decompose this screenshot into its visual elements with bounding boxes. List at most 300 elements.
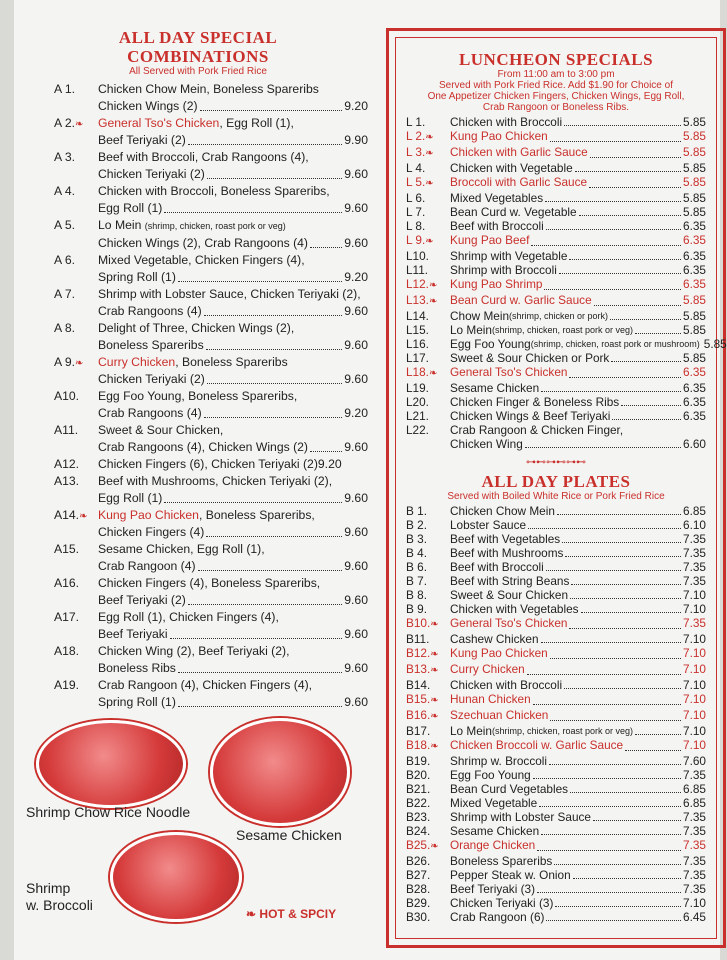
item-price: 7.10 [683,708,706,722]
item-price: 6.60 [683,437,706,451]
dot-leader [541,632,682,643]
item-name: Lobster Sauce [450,518,527,532]
item-price: 7.10 [683,692,706,706]
menu-row [406,854,706,868]
dot-leader [178,694,342,707]
item-price: 5.85 [703,337,727,351]
item-name: Mixed Vegetables [450,191,544,205]
menu-row [406,602,706,616]
combo-item [54,609,368,643]
item-name: Boneless Spareribs [450,854,553,868]
item-name: Pepper Steak w. Onion [450,868,571,882]
combo-description [98,575,368,609]
menu-row [406,768,706,782]
dot-leader [612,409,681,420]
combo-price-line [98,694,368,711]
menu-row [406,233,706,249]
item-code: L 8. [406,219,426,233]
menu-row [406,662,706,678]
item-price: 7.35 [683,868,706,882]
dot-leader [204,303,343,316]
photo-caption-3b: w. Broccoli [26,897,93,913]
menu-row [406,381,706,395]
hot-item-name: Curry Chicken [98,355,176,369]
combo-description [98,541,368,575]
menu-row [406,810,706,824]
dot-leader [310,439,342,452]
combo-last-line: Spring Roll (1) [98,270,176,284]
item-code: L16. [406,337,429,351]
item-name: Hunan Chicken [450,692,531,706]
item-name: Sesame Chicken [450,824,540,838]
dot-leader [593,810,681,821]
combo-last-line: Boneless Ribs [98,661,176,675]
combo-price: 9.60 [344,338,368,352]
combo-last-line: Spring Roll (1) [98,695,176,709]
combo-code: A 8. [54,321,76,335]
combo-line: Chicken Fingers (4), Boneless Spareribs, [98,576,321,590]
dot-leader [569,365,681,378]
dot-leader [579,205,681,216]
combo-item [54,677,368,711]
menu-row [406,678,706,692]
item-code: L12.❧ [406,277,438,291]
dot-leader [621,395,681,406]
combo-item [54,252,368,286]
item-price: 5.85 [683,161,706,175]
item-price: 7.35 [683,824,706,838]
menu-row [406,616,706,632]
item-price: 7.35 [683,546,706,560]
combo-line: Sweet & Sour Chicken, [98,423,224,437]
item-code: B25.❧ [406,838,439,852]
item-price: 7.35 [683,882,706,896]
combo-code: A12. [54,457,80,471]
item-code: L 1. [406,115,426,129]
menu-row [406,129,706,145]
combo-code: A14.❧ [54,508,88,522]
combo-price: 9.60 [344,593,368,607]
menu-row [406,708,706,724]
menu-row [406,824,706,838]
combo-price-line [98,132,368,149]
dot-leader [635,724,681,735]
plates-note: Served with Boiled White Rice or Pork Fried Rice [447,491,665,502]
menu-row [406,395,706,409]
item-price: 7.10 [683,896,706,910]
dot-leader [531,233,681,246]
menu-row [406,219,706,233]
combo-price-line [98,524,368,541]
item-code: L10. [406,249,429,263]
item-price: 6.35 [683,249,706,263]
combo-item [54,286,368,320]
combo-item [54,643,368,677]
item-name: Chicken with Broccoli [450,115,563,129]
hot-legend-label: HOT & SPCIY [259,907,337,921]
combo-line-rest: , Egg Roll (1), [219,116,294,130]
chili-pepper-icon: ❧ [430,665,439,676]
item-code: L 2.❧ [406,129,434,143]
combo-code: A13. [54,474,80,488]
item-price: 5.85 [683,115,706,129]
menu-row [406,692,706,708]
item-code: B12.❧ [406,646,439,660]
combo-price-line [98,98,368,115]
combo-last-line: Beef Teriyaki [98,627,168,641]
combo-code: A17. [54,610,80,624]
combo-price: 9.60 [344,525,368,539]
item-price: 6.35 [683,381,706,395]
item-name: Curry Chicken [450,662,525,676]
combo-item [54,507,368,541]
combo-description [98,286,368,320]
item-code: B26. [406,854,431,868]
photo-shrimp-broccoli [110,832,242,922]
combo-line: Beef with Broccoli, Crab Rangoons (4), [98,150,309,164]
item-name: Beef with String Beans [450,574,570,588]
item-name: Lo Mein [450,323,492,337]
dot-leader [164,200,342,213]
item-price: 7.35 [683,854,706,868]
combo-description [98,388,368,422]
combo-line [98,115,368,132]
item-price: 6.35 [683,263,706,277]
item-code: B10.❧ [406,616,439,630]
combo-description [98,422,368,456]
item-price: 7.10 [683,738,706,752]
dot-leader [541,824,681,835]
dot-leader [533,692,681,705]
item-name: Bean Curd w. Garlic Sauce [450,293,592,307]
menu-row [406,337,727,351]
combo-price-line [98,200,368,217]
combo-code: A 9.❧ [54,355,84,369]
dot-leader [610,309,681,320]
combo-item [54,115,368,149]
item-code: L 9.❧ [406,233,434,247]
dot-leader [206,337,343,350]
combo-code: A15. [54,542,80,556]
dot-leader [564,678,681,689]
item-name: General Tso's Chicken [450,616,568,630]
item-price: 7.35 [683,768,706,782]
menu-row [406,754,706,768]
combo-description [98,456,368,473]
menu-row [406,249,706,263]
item-name: Beef Teriyaki (3) [450,882,536,896]
combo-line [98,507,368,524]
item-name: Beef with Vegetables [450,532,561,546]
item-name: Szechuan Chicken [450,708,549,722]
menu-row [406,409,706,423]
item-code: B 7. [406,574,427,588]
item-name: Kung Pao Beef [450,233,530,247]
luncheon-title: LUNCHEON SPECIALS [458,50,654,69]
item-name: Chicken Teriyaki (3) [450,896,554,910]
combo-line: Sesame Chicken, Egg Roll (1), [98,542,265,556]
item-price: 7.60 [683,754,706,768]
dot-leader [544,277,681,290]
menu-row [406,191,706,205]
dot-leader [164,490,342,503]
right-panel [395,37,727,939]
combo-line-note: (shrimp, chicken, roast pork or veg) [144,221,286,231]
item-name: Bean Curd Vegetables [450,782,569,796]
item-name: Sweet & Sour Chicken or Pork [450,351,610,365]
combo-description [98,354,368,388]
combo-item [54,388,368,422]
item-code: B11. [406,632,430,646]
combo-price: 9.60 [344,559,368,573]
combo-item [54,541,368,575]
combo-price: 9.60 [344,695,368,709]
item-code: B 6. [406,560,427,574]
menu-row [406,738,706,754]
item-name: Mixed Vegetable [450,796,538,810]
dot-leader [589,175,681,188]
item-price: 7.35 [683,532,706,546]
combo-description [98,149,368,183]
item-name: Chow Mein [450,309,510,323]
item-price: 6.10 [683,518,706,532]
item-code: B18.❧ [406,738,439,752]
combo-price-line [98,337,368,354]
combo-line: Beef with Mushrooms, Chicken Teriyaki (2), [98,474,333,488]
combo-price: 9.60 [344,304,368,318]
photo-shrimp-chow-rice-noodle [36,720,186,808]
combo-last-line: Boneless Spareribs [98,338,204,352]
menu-row [406,838,706,854]
item-code: L 5.❧ [406,175,434,189]
dot-leader [635,323,681,334]
menu-row [406,868,706,882]
item-code: B23. [406,810,431,824]
chili-pepper-icon: ❧ [75,358,84,369]
combo-code: A18. [54,644,80,658]
item-code: L19. [406,381,429,395]
combo-item [54,354,368,388]
item-name: Beef with Mushrooms [450,546,564,560]
dot-leader [549,754,681,765]
item-price: 6.35 [683,233,706,247]
combo-price: 9.60 [344,372,368,386]
item-code: B 9. [406,602,427,616]
menu-row [406,504,706,518]
combo-price: 9.60 [344,236,368,250]
item-code: B 2. [406,518,427,532]
combo-last-line: Chicken Teriyaki (2) [98,167,205,181]
item-name: Chicken with Garlic Sauce [450,145,588,159]
chili-pepper-icon: ❧ [430,695,439,706]
item-name: Kung Pao Chicken [450,129,548,143]
item-price: 5.85 [683,175,706,189]
combo-description [98,252,368,286]
item-name: Crab Rangoon & Chicken Finger, [450,423,624,437]
combo-price: 9.60 [344,627,368,641]
dot-leader [562,532,681,543]
item-code: B27. [406,868,431,882]
item-name: Shrimp w. Broccoli [450,754,548,768]
menu-row [406,423,706,437]
item-price: 7.10 [683,724,706,738]
combinations-list [28,81,368,711]
combo-last-line: Crab Rangoons (4), Chicken Wings (2) [98,440,308,454]
menu-row [406,161,706,175]
combo-price: 9.20 [344,406,368,420]
dot-leader [564,115,681,126]
item-name: Egg Foo Young [450,337,531,351]
combo-description [98,609,368,643]
dot-leader [537,838,681,851]
chili-pepper-icon: ❧ [430,649,439,660]
menu-row [406,175,706,191]
dot-leader [594,293,681,306]
combo-price-line [98,592,368,609]
hot-legend [246,907,336,921]
combo-code: A 7. [54,287,76,301]
combo-line-rest: , Boneless Spareribs [175,355,288,369]
menu-row [406,115,706,129]
combo-last-line: Chicken Fingers (6), Chicken Teriyaki (2) [98,457,318,471]
combo-price-line [98,303,368,320]
combo-item [54,422,368,456]
chili-pepper-icon: ❧ [79,511,88,522]
right-panel-border [386,28,726,948]
combo-item [54,575,368,609]
menu-row [406,518,706,532]
menu-row [406,145,706,161]
combo-line-rest: , Boneless Spareribs, [198,508,315,522]
item-price: 6.45 [683,910,706,924]
menu-row [406,309,706,323]
combo-price-line [98,371,368,388]
combinations-subtitle: All Served with Pork Fried Rice [129,66,267,77]
combo-price: 9.60 [344,167,368,181]
dot-leader [569,249,681,260]
item-price: 7.10 [683,646,706,660]
item-code: B15.❧ [406,692,439,706]
combo-code: A 6. [54,253,76,267]
combo-code: A 3. [54,150,76,164]
dot-leader [207,371,342,384]
menu-row [406,574,706,588]
menu-row [406,896,706,910]
menu-row [406,588,706,602]
combo-item [54,81,368,115]
chili-pepper-icon: ❧ [425,132,434,143]
menu-row [406,546,706,560]
photo-caption-3a: Shrimp [26,880,71,896]
item-price: 7.35 [683,810,706,824]
item-price: 5.85 [683,191,706,205]
combo-code: A19. [54,678,80,692]
chili-pepper-icon: ❧ [246,907,257,921]
menu-row [406,910,706,924]
item-price: 7.10 [683,678,706,692]
item-code: B30. [406,910,431,924]
combo-description [98,643,368,677]
combo-last-line: Egg Roll (1) [98,491,163,505]
dot-leader [537,882,681,893]
item-price: 5.85 [683,129,706,143]
item-price: 7.35 [683,560,706,574]
combo-item [54,183,368,217]
item-code-spacer [406,437,450,451]
chili-pepper-icon: ❧ [428,280,438,291]
menu-row [406,351,706,365]
dot-leader [570,588,681,599]
item-code: B16.❧ [406,708,439,722]
dot-leader [573,868,681,879]
dot-leader [539,796,681,807]
item-name-cont: Chicken Wing [450,437,523,451]
luncheon-note-line: From 11:00 am to 3:00 pm [497,69,615,80]
item-name: Sesame Chicken [450,381,540,395]
combo-line: Delight of Three, Chicken Wings (2), [98,321,295,335]
item-name: Kung Pao Chicken [450,646,548,660]
combo-price-line [98,235,368,252]
photo-caption-1: Shrimp Chow Rice Noodle [26,804,191,820]
dot-leader [550,708,681,721]
item-code: B29. [406,896,431,910]
item-name: Broccoli with Garlic Sauce [450,175,588,189]
luncheon-note-line: One Appetizer Chicken Fingers, Chicken Wings, Egg Roll, [427,91,685,102]
combo-price: 9.60 [344,491,368,505]
dot-leader [200,98,343,111]
item-price: 5.85 [683,351,706,365]
combo-price: 9.90 [344,133,368,147]
item-name: Shrimp with Vegetable [450,249,568,263]
combo-description [98,115,368,149]
combo-line: Chicken Chow Mein, Boneless Spareribs [98,82,319,96]
item-price: 5.85 [683,323,706,337]
item-name: Chicken Wings & Beef Teriyaki [450,409,611,423]
combo-price-line [98,456,368,473]
dot-leader [527,662,681,675]
combo-last-line: Crab Rangoons (4) [98,304,202,318]
item-price: 7.35 [683,574,706,588]
item-note: (shrimp, chicken, roast pork or mushroom) [530,339,700,349]
combo-item [54,320,368,354]
dot-leader [546,910,681,921]
chili-pepper-icon: ❧ [425,178,434,189]
dot-leader [546,560,681,571]
menu-row-cont [406,437,706,451]
combo-last-line: Crab Rangoon (4) [98,559,196,573]
combo-description [98,183,368,217]
dot-leader [555,896,681,907]
dot-leader [571,574,681,585]
combo-line: Mixed Vegetable, Chicken Fingers (4), [98,253,305,267]
item-code: B24. [406,824,431,838]
combo-last-line: Chicken Teriyaki (2) [98,372,205,386]
combinations-title-line1: ALL DAY SPECIAL [118,28,278,47]
combo-line [98,217,368,235]
item-price: 6.85 [683,504,706,518]
item-code: L17. [406,351,429,365]
item-name: Bean Curd w. Vegetable [450,205,577,219]
item-name: Chicken with Vegetables [450,602,579,616]
combo-code: A 1. [54,82,76,96]
combo-price: 9.20 [317,457,342,471]
item-name: Chicken Chow Mein [450,504,555,518]
dot-leader [569,616,681,629]
item-name: Chicken Finger & Boneless Ribs [450,395,620,409]
combo-price-line [98,558,368,575]
dot-leader [550,646,681,659]
dot-leader [207,166,342,179]
